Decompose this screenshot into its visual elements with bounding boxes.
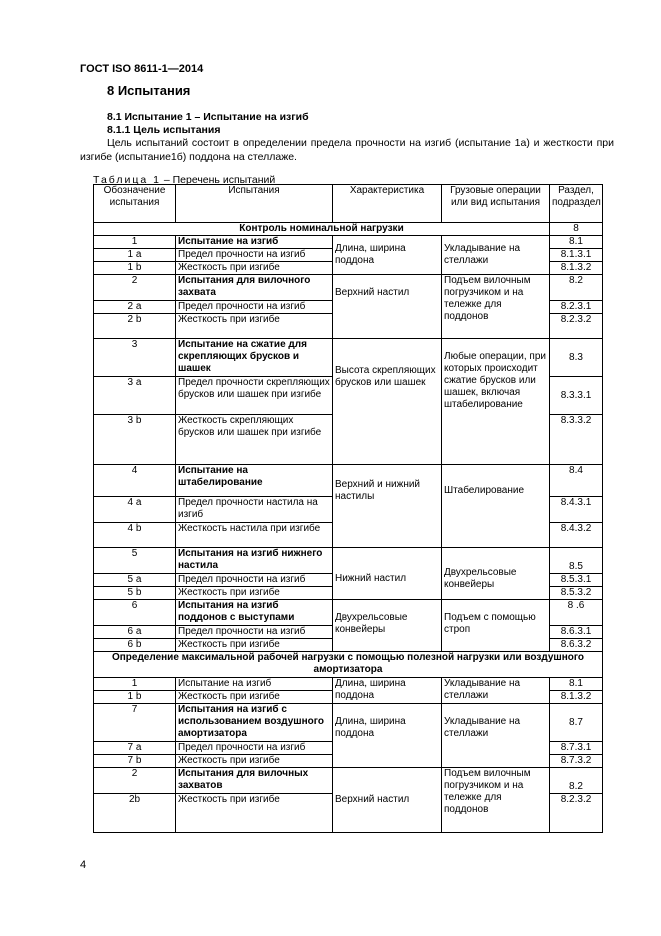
row-code: 4 [94,465,176,497]
purpose-paragraph: Цель испытаний состоит в определении предела прочности на изгиб (испытание 1а) и жесткости при изгибе (испытание1б) поддона на стеллаже. [80,137,614,163]
row-characteristic: Длина, ширина поддона [333,236,442,275]
row-code: 3 a [94,377,176,415]
row-characteristic: Верхний настил [333,768,442,833]
table-caption-label: Таблица 1 [93,174,161,186]
header-characteristic: Характеристика [333,185,442,223]
row-code: 6 a [94,626,176,639]
table-row [94,704,603,742]
row-operation: Укладывание на стеллажи [442,678,550,704]
table-row [94,339,603,377]
row-test: Испытание на изгиб [176,236,333,249]
row-code: 4 a [94,497,176,523]
row-test: Испытание на штабелирование [176,465,333,497]
row-ref: 8.7.3.2 [550,755,603,768]
row-ref: 8.5 [550,548,603,574]
group-row [94,652,603,678]
table-row [94,275,603,301]
row-characteristic: Верхний настил [333,275,442,339]
header-operation: Грузовые операции или вид испытания [442,185,550,223]
group-title: Определение максимальной рабочей нагрузки с помощью полезной нагрузки или воздушного амортизатора [94,652,603,678]
row-code: 7 a [94,742,176,755]
row-test: Жесткость при изгибе [176,314,333,339]
row-operation: Подъем вилочным погрузчиком и на тележке для поддонов [442,768,550,833]
row-code: 1 b [94,691,176,704]
row-operation: Укладывание на стеллажи [442,236,550,275]
row-ref: 8.3.3.2 [550,415,603,465]
row-test: Испытания на изгиб поддонов с выступами [176,600,333,626]
section-title: 8 Испытания [107,83,191,98]
row-ref: 8.1.3.2 [550,691,603,704]
row-code: 6 b [94,639,176,652]
row-operation: Подъем вилочным погрузчиком и на тележке для поддонов [442,275,550,339]
row-code: 2 [94,768,176,794]
row-code: 5 [94,548,176,574]
row-test: Испытания для вилочного захвата [176,275,333,301]
row-code: 1 [94,678,176,691]
row-ref: 8.5.3.2 [550,587,603,600]
subsection-purpose-title: 8.1.1 Цель испытания [107,124,221,136]
row-ref: 8.2.3.2 [550,794,603,833]
row-characteristic: Высота скрепляющих брусков или шашек [333,339,442,465]
row-test: Жесткость при изгибе [176,755,333,768]
row-test: Испытания для вилочных захватов [176,768,333,794]
row-test: Жесткость при изгибе [176,262,333,275]
row-ref: 8.4.3.2 [550,523,603,548]
row-ref: 8.7 [550,704,603,742]
header-section: Раздел, подраздел [550,185,603,223]
row-ref: 8.5.3.1 [550,574,603,587]
row-operation: Укладывание на стеллажи [442,704,550,768]
row-operation: Двухрельсовые конвейеры [442,548,550,600]
row-test: Предел прочности на изгиб [176,301,333,314]
row-code: 6 [94,600,176,626]
row-ref: 8.7.3.1 [550,742,603,755]
tests-table [93,184,603,833]
group-ref: 8 [550,223,603,236]
subsection-title: 8.1 Испытание 1 – Испытание на изгиб [107,111,309,123]
row-code: 4 b [94,523,176,548]
row-code: 2 a [94,301,176,314]
row-test: Предел прочности скрепляющих брусков или шашек при изгибе [176,377,333,415]
row-test: Жесткость настила при изгибе [176,523,333,548]
row-operation: Штабелирование [442,465,550,548]
row-ref: 8.1 [550,236,603,249]
row-ref: 8.2.3.1 [550,301,603,314]
row-test: Предел прочности на изгиб [176,626,333,639]
table-row [94,600,603,626]
table-header-row [94,185,603,223]
table-row [94,548,603,574]
row-test: Предел прочности на изгиб [176,742,333,755]
row-ref: 8.2 [550,275,603,301]
table-caption-title: – Перечень испытаний [160,174,276,186]
row-code: 7 [94,704,176,742]
table-row [94,465,603,497]
row-ref: 8.1.3.2 [550,262,603,275]
row-test: Испытание на сжатие для скрепляющих брусков и шашек [176,339,333,377]
row-characteristic: Длина, ширина поддона [333,704,442,768]
row-characteristic: Двухрельсовые конвейеры [333,600,442,652]
row-code: 2 b [94,314,176,339]
row-test: Жесткость при изгибе [176,587,333,600]
row-ref: 8.1.3.1 [550,249,603,262]
row-code: 7 b [94,755,176,768]
row-ref: 8.4 [550,465,603,497]
row-ref: 8.2.3.2 [550,314,603,339]
row-code: 5 b [94,587,176,600]
row-code: 2 [94,275,176,301]
row-test: Жесткость при изгибе [176,794,333,833]
row-test: Жесткость при изгибе [176,691,333,704]
row-ref: 8.6.3.1 [550,626,603,639]
row-ref: 8.3.3.1 [550,377,603,415]
table-row [94,678,603,691]
row-code: 1 a [94,249,176,262]
row-code: 3 b [94,415,176,465]
row-code: 5 a [94,574,176,587]
row-operation: Подъем с помощью строп [442,600,550,652]
header-test: Испытания [176,185,333,223]
row-code: 1 [94,236,176,249]
row-characteristic: Верхний и нижний настилы [333,465,442,548]
header-code: Обозначение испытания [94,185,176,223]
row-ref: 8.4.3.1 [550,497,603,523]
document-code: ГОСТ ISO 8611-1—2014 [80,63,204,75]
row-ref: 8.2 [550,768,603,794]
row-test: Испытания на изгиб нижнего настила [176,548,333,574]
row-ref: 8.3 [550,339,603,377]
row-test: Предел прочности на изгиб [176,249,333,262]
row-test: Жесткость при изгибе [176,639,333,652]
page-number: 4 [80,859,87,871]
row-code: 1 b [94,262,176,275]
row-characteristic: Длина, ширина поддона [333,678,442,704]
row-characteristic: Нижний настил [333,548,442,600]
row-operation: Любые операции, при которых происходит сжатие брусков или шашек, включая штабелирование [442,339,550,465]
row-ref: 8.6.3.2 [550,639,603,652]
row-test: Испытания на изгиб с использованием воздушного амортизатора [176,704,333,742]
row-test: Предел прочности настила на изгиб [176,497,333,523]
row-code: 2b [94,794,176,833]
row-test: Испытание на изгиб [176,678,333,691]
group-title: Контроль номинальной нагрузки [94,223,550,236]
row-test: Предел прочности на изгиб [176,574,333,587]
table-row [94,236,603,249]
row-code: 3 [94,339,176,377]
table-row [94,768,603,794]
row-test: Жесткость скрепляющих брусков или шашек при изгибе [176,415,333,465]
row-ref: 8 .6 [550,600,603,626]
group-row [94,223,603,236]
row-ref: 8.1 [550,678,603,691]
